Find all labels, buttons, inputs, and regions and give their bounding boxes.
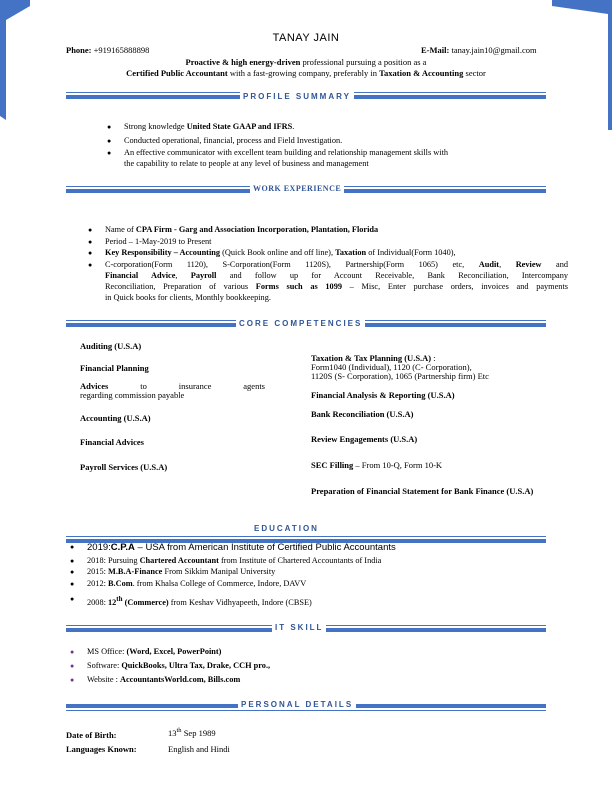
- languages-label: Languages Known:: [66, 744, 137, 754]
- item-text: .: [292, 122, 295, 131]
- item-text: Sep 1989: [181, 727, 216, 738]
- list-item: [87, 567, 275, 578]
- item-bold: 12: [107, 597, 117, 607]
- objective-bold: Proactive & high energy-driven: [185, 57, 301, 67]
- objective-line-1: [0, 57, 612, 67]
- item-text: and: [541, 260, 569, 269]
- competency-advices-line2: regarding commission payable: [80, 390, 185, 400]
- list-item: [87, 556, 381, 567]
- competency-financial-planning: Financial Planning: [80, 363, 149, 373]
- list-item-continued: the capability to relate to people at any level of business and management: [124, 159, 369, 168]
- phone-label: Phone:: [66, 45, 92, 55]
- competency-auditing: Auditing (U.S.A): [80, 341, 142, 351]
- list-item: [87, 579, 306, 590]
- item-text: from Keshav Vidhyapeeth, Indore (CBSE): [168, 597, 312, 607]
- item-text: Name of: [105, 225, 136, 234]
- list-item: [124, 148, 549, 159]
- email-label: E-Mail:: [421, 45, 450, 55]
- objective-text: sector: [463, 68, 486, 78]
- competency-financial-advices: Financial Advices: [80, 437, 144, 447]
- email-value[interactable]: tanay.jain10@gmail.com: [451, 45, 537, 55]
- item-bold: Review: [515, 260, 542, 269]
- competency-tax-line2: Form1040 (Individual), 1120 (C- Corporation),: [311, 362, 472, 372]
- item-bold: Forms such as 1099: [255, 282, 342, 291]
- page-title: TANAY JAIN: [272, 32, 340, 44]
- list-item: [105, 248, 456, 259]
- item-text: 2008:: [87, 597, 108, 607]
- item-bold: Advices: [80, 381, 109, 391]
- item-bold: M.B.A-Finance: [107, 567, 163, 576]
- item-bold: C.P.A: [110, 542, 135, 553]
- item-text: – Misc, Enter purchase orders, invoices and payments: [342, 282, 568, 291]
- list-item-continued: [105, 271, 568, 280]
- item-superscript: th: [116, 595, 123, 603]
- competency-payroll: Payroll Services (U.S.A): [80, 462, 168, 472]
- item-bold: Payroll: [190, 271, 217, 280]
- item-text: 2018: Pursuing: [87, 556, 140, 565]
- competency-review: Review Engagements (U.S.A): [311, 434, 418, 444]
- competency-tax-line3: 1120S (S- Corporation), 1065 (Partnership firm) Etc: [311, 371, 489, 381]
- item-bold: - Garg and Association Incorporation, Plantation, Florida: [171, 225, 379, 234]
- item-text: – USA from American Institute of Certified Public Accountants: [134, 542, 396, 553]
- list-item: ● Conducted operational, financial, process and Field Investigation.: [124, 136, 342, 147]
- item-text: Website :: [87, 675, 120, 684]
- list-item: [87, 661, 270, 672]
- item-bold: CPA Firm: [135, 225, 172, 234]
- objective-line-2: [0, 68, 612, 78]
- list-item: [87, 675, 240, 686]
- item-text: ,: [499, 260, 516, 269]
- item-bold: Chartered Accountant: [139, 556, 219, 565]
- section-title-work: WORK EXPERIENCE: [250, 184, 344, 193]
- section-title-education: EDUCATION: [251, 524, 322, 533]
- section-title-it: IT SKILL: [272, 623, 326, 632]
- item-text: 13: [168, 727, 177, 738]
- item-bold: (Commerce): [122, 597, 169, 607]
- competency-sec-filling: [311, 460, 442, 470]
- objective-bold: Taxation & Accounting: [379, 68, 464, 78]
- section-title-profile: PROFILE SUMMARY: [240, 92, 354, 101]
- item-bold: AccountantsWorld.com, Bills.com: [119, 675, 241, 684]
- dob-label: Date of Birth:: [66, 730, 117, 740]
- competency-bank-reconciliation: Bank Reconciliation (U.S.A): [311, 409, 414, 419]
- section-divider: [66, 710, 546, 711]
- item-bold: (Word, Excel, PowerPoint): [126, 647, 222, 656]
- item-text: ,: [175, 271, 191, 280]
- list-item: [87, 542, 396, 554]
- item-text: of Individual(Form 1040),: [366, 248, 456, 257]
- item-superscript: th: [176, 727, 182, 734]
- item-text: MS Office:: [87, 647, 127, 656]
- item-text: Software:: [87, 661, 122, 670]
- item-text: An effective communicator with excellent team building and relationship management skills with: [124, 148, 449, 157]
- objective-text: professional pursuing a position as a: [300, 57, 427, 67]
- objective-bold: Certified Public Accountant: [126, 68, 228, 78]
- phone-value: +919165888898: [93, 45, 150, 55]
- list-item-continued: [105, 282, 568, 291]
- item-bold: Financial Advice: [105, 271, 176, 280]
- item-bold: B.Com: [107, 579, 133, 588]
- list-item: [87, 594, 312, 608]
- item-bold: Taxation: [335, 248, 367, 257]
- item-text: :: [431, 353, 436, 363]
- item-bold: QuickBooks, Ultra Tax, Drake, CCH pro.,: [121, 661, 271, 670]
- languages-value: English and Hindi: [168, 744, 230, 754]
- item-text: 2019:: [87, 542, 111, 553]
- list-item: [87, 647, 221, 658]
- item-text: 2015:: [87, 567, 108, 576]
- competency-financial-statement: Preparation of Financial Statement for Bank Finance (U.S.A): [311, 486, 534, 496]
- email-line: [421, 45, 537, 55]
- competency-financial-analysis: Financial Analysis & Reporting (U.S.A): [311, 390, 455, 400]
- competency-accounting: Accounting (U.S.A): [80, 413, 151, 423]
- item-text: From Sikkim Manipal University: [162, 567, 276, 576]
- section-title-personal: PERSONAL DETAILS: [238, 700, 356, 709]
- item-text: 2012:: [87, 579, 108, 588]
- list-item: ● Period – 1-May-2019 to Present: [105, 237, 211, 248]
- section-title-core: CORE COMPETENCIES: [236, 319, 365, 328]
- item-text: and follow up for Account Receivable, Bank Reconciliation, Intercompany: [216, 271, 569, 280]
- item-text: . from Khalsa College of Commerce, Indore, DAVV: [132, 579, 307, 588]
- item-bold: Key Responsibility – Accounting: [105, 248, 221, 257]
- list-item: [124, 122, 294, 133]
- objective-text: with a fast-growing company, preferably in: [227, 68, 380, 78]
- section-divider: [66, 536, 546, 537]
- item-bold: Audit: [478, 260, 500, 269]
- item-text: Reconciliation, Preparation of various: [105, 282, 256, 291]
- phone-line: [66, 45, 149, 55]
- list-item-continued: in Quick books for clients, Monthly bookkeeping.: [105, 293, 271, 302]
- item-text: to insurance agents: [140, 381, 265, 391]
- dob-value: [168, 727, 216, 738]
- list-item: [105, 260, 568, 271]
- item-bold: SEC Filling: [311, 460, 354, 470]
- item-text: (Quick Book online and off line),: [220, 248, 336, 257]
- item-text: – From 10-Q, Form 10-K: [353, 460, 443, 470]
- item-bold: United State GAAP and IFRS: [186, 122, 293, 131]
- list-item: [105, 225, 378, 236]
- item-bold: Taxation & Tax Planning (U.S.A): [311, 353, 432, 363]
- item-text: C-corporation(Form 1120), S-Corporation(Form 1120S), Partnership(Form 1065) etc,: [105, 260, 465, 269]
- item-text: Strong knowledge: [124, 122, 187, 131]
- item-text: from Institute of Chartered Accountants of India: [218, 556, 382, 565]
